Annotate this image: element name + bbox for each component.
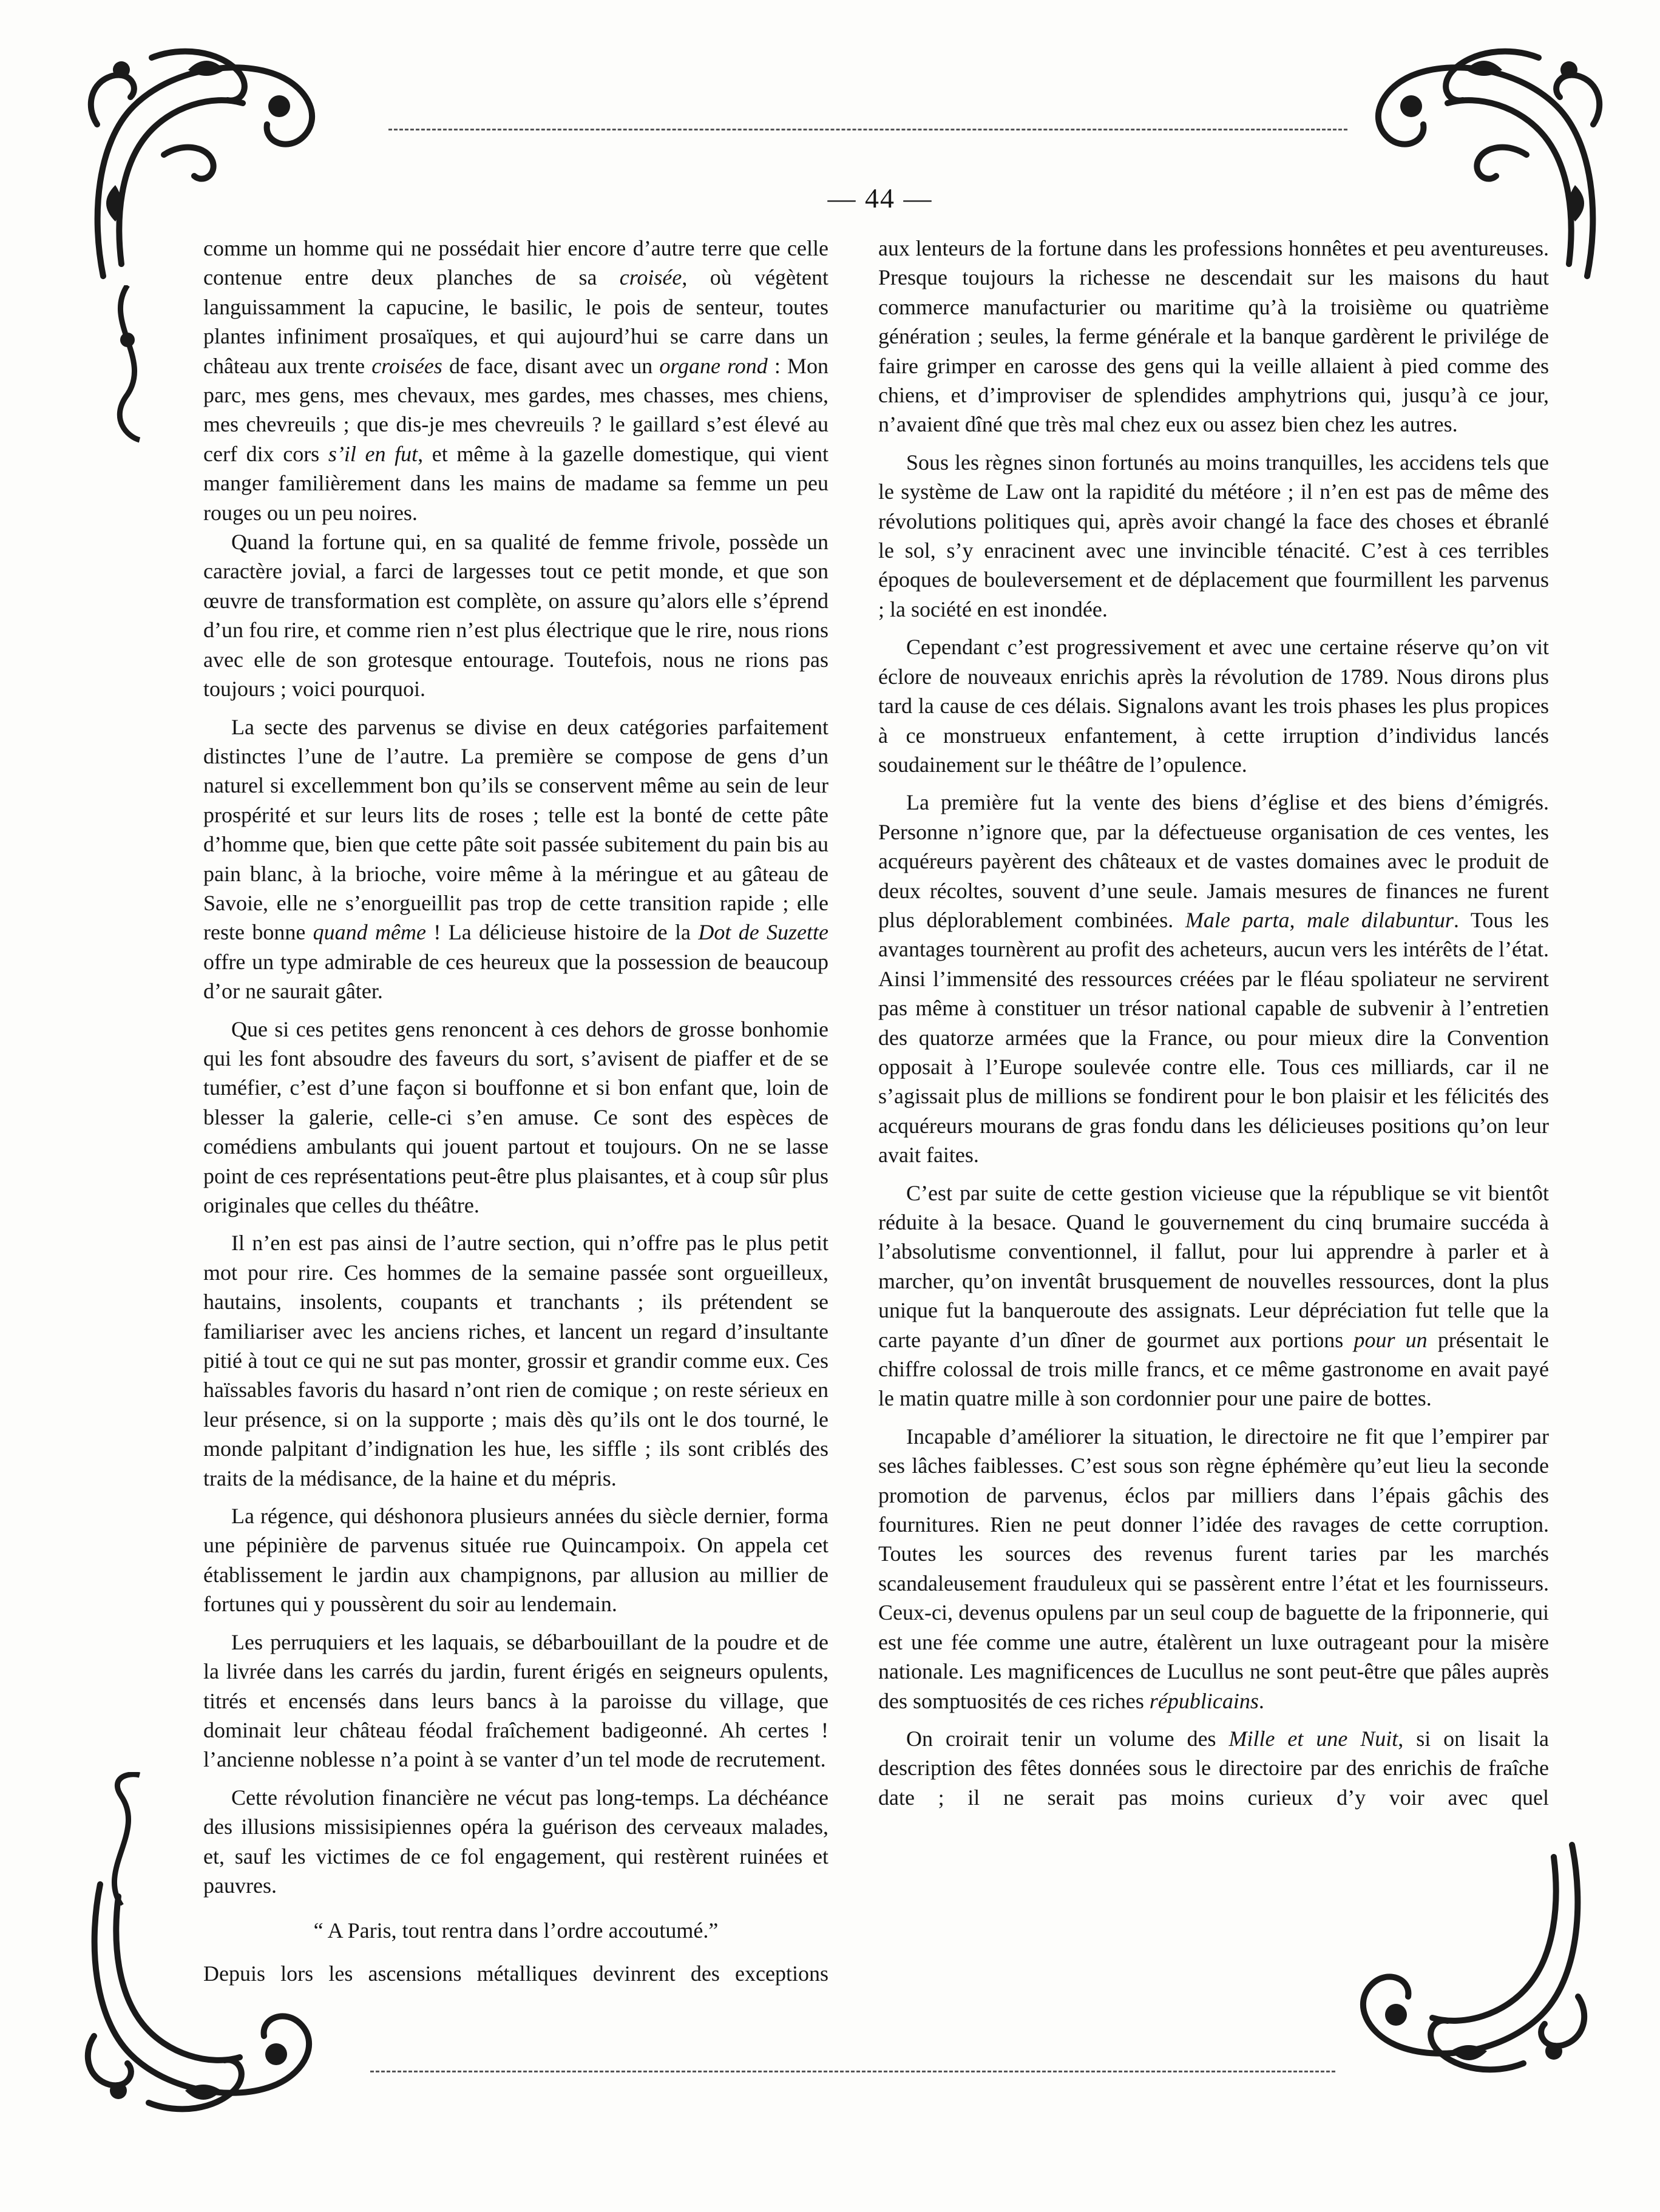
corner-ornament-bottom-right bbox=[1335, 1827, 1596, 2088]
italic-text: s’il en fut bbox=[328, 441, 418, 466]
text-run: Incapable d’améliorer la situation, le directoire ne fit que l’empirer par ses lâches faiblesses. C’est sous son règne éphémère qu’eut lieu la seconde promotion de parvenus, éclos par milliers dans l’épais gâchis des fournitures. Rien ne peut donner l’idée des ravages de cette corruption. Toutes les sources des revenus furent taries par les marchés scandaleusement frauduleux qui se passèrent entre l’état et les fournisseurs. Ceux-ci, devenus opulens par un seul coup de baguette de la friponnerie, qui est une fée comme une autre, étalèrent un luxe outrageant pour la misère nationale. Les magnificences de Lucullus ne sont peut-être que pâles auprès des somptuosités de ces riches bbox=[878, 1424, 1549, 1713]
italic-text: pour un bbox=[1353, 1327, 1428, 1352]
text-run: La secte des parvenus se divise en deux catégories parfaitement distinctes l’une de l’autre. La première se compose de gens d’un naturel si excellemment bon qu’ils se conservent même au sein de leur prospérité et sur leurs lits de roses ; telle est la bonté de cette pâte d’homme que, bien que cette pâte soit passée subitement du pain bis au pain blanc, à la brioche, voire même à la méringue et au gâteau de Savoie, elle ne s’enorgueillit pas trop de cette transition rapide ; elle reste bonne bbox=[203, 714, 828, 945]
paragraph bbox=[203, 234, 828, 527]
text-run: La première fut la vente des biens d’église et des biens d’émigrés. Personne n’ignore que, par la défectueuse organisation de ces ventes, les acquéreurs payèrent des châteaux et de vastes domaines avec le produit de deux récoltes, souvent d’une seule. Jamais mesures de finances ne furent plus déplorablement combinées. bbox=[878, 790, 1549, 932]
italic-text: organe rond bbox=[659, 353, 768, 378]
text-run: de face, disant avec un bbox=[442, 353, 660, 378]
paragraph bbox=[878, 1422, 1549, 1716]
paragraph: Depuis lors les ascensions métalliques devinrent des exceptions bbox=[203, 1961, 828, 1986]
paragraph: Il n’en est pas ainsi de l’autre section, qui n’offre pas le plus petit mot pour rire. Ces hommes de la semaine passée sont orgueilleux, hautains, insolents, coupants et tranchants ; ils prétendent se familiariser avec les anciens riches, et lancent un regard d’insultante pitié à tout ce qui ne sut pas monter, grossir et grandir comme eux. Ces haïssables favoris du hasard n’ont rien de comique ; on reste sérieux en leur présence, si on la supporte ; mais dès qu’ils ont le dos tourné, le monde palpitant d’indignation les hue, les siffle ; ils sont criblés des traits de la médisance, de la haine et du mépris. bbox=[203, 1231, 828, 1490]
bottom-border-rule bbox=[370, 2071, 1335, 2074]
left-text-column bbox=[203, 234, 828, 1988]
paragraph: aux lenteurs de la fortune dans les professions honnêtes et peu aventureuses. Presque toujours la richesse ne descendait sur les maisons du haut commerce manufacturier ou maritime qu’à la troisième ou quatrième génération ; seules, la ferme générale et la banque gardèrent le privilége de faire grimper en carosse des gens qui la veille allaient à pied comme des chiens, et d’improviser de splendides amphytrions qui, jusqu’à ce jour, n’avaient dîné que très mal chez eux ou assez bien chez les autres. bbox=[878, 236, 1549, 437]
text-run: C’est par suite de cette gestion vicieuse que la république se vit bientôt réduite à la besace. Quand le gouvernement du cinq brumaire succéda à l’absolutisme conventionnel, il fallut, pour lui apprendre à parler et à marcher, qu’on inventât brusquement de nouvelles ressources, dont la plus unique fut la banqueroute des assignats. Leur dépréciation fut telle que la carte payante d’un dîner de gourmet aux portions bbox=[878, 1180, 1549, 1352]
text-run: , si on lisait la description des fêtes données sous le directoire par des enrichis de fraîche date ; il ne serait pas moins curieux d’y voir avec quel bbox=[878, 1726, 1549, 1810]
text-run: . Tous les avantages tournèrent au profit des acheteurs, aucun vers les intérêts de l’état. Ainsi l’immensité des ressources créées par le fléau spoliateur ne servirent pas même à constituer un trésor national capable de subvenir à l’entretien des quatorze armées que la France, ou pour mieux dire la Convention opposait à l’Europe soulevée contre elle. Tous ces milliards, car il ne s’agissait plus de millions se fondirent pour le bon plaisir et les félicités des acquéreurs mourans de gras fondu dans les délicieuses positions qu’on leur avait faites. bbox=[878, 907, 1549, 1168]
left-lower-vine-ornament bbox=[85, 1772, 158, 1906]
text-run: ! La délicieuse histoire de la bbox=[426, 920, 699, 945]
paragraph: Cependant c’est progressivement et avec une certaine réserve qu’on vit éclore de nouveaux enrichis après la révolution de 1789. Nous dirons plus tard la cause de ces délais. Signalons avant les trois phases les plus propices à ce monstrueux enfantement, à cette irruption d’individus lancés soudainement sur le théâtre de l’opulence. bbox=[878, 635, 1549, 777]
italic-text: croisées bbox=[371, 353, 442, 378]
italic-text: croisée bbox=[619, 265, 682, 290]
text-run: . bbox=[1258, 1688, 1264, 1713]
text-run: On croirait tenir un volume des bbox=[906, 1726, 1229, 1751]
quotation: “ A Paris, tout rentra dans l’ordre accoutumé.” bbox=[313, 1918, 719, 1943]
text-run: offre un type admirable de ces heureux que la possession de beaucoup d’or ne saurait gâter. bbox=[203, 949, 828, 1004]
right-text-column bbox=[878, 234, 1549, 1821]
text-run: : Mon parc, mes gens, mes chevaux, mes gardes, mes chasses, mes chiens, mes chevreuils ; que dis-je mes chevreuils ? le gaillard s’est élevé au cerf dix cors bbox=[203, 353, 828, 466]
paragraph: La régence, qui déshonora plusieurs années du siècle dernier, forma une pépinière de parvenus située rue Quincampoix. On appela cet établissement le jardin aux champignons, par allusion au millier de fortunes qui y poussèrent du soir au lendemain. bbox=[203, 1504, 828, 1617]
left-vine-ornament bbox=[91, 285, 164, 443]
paragraph bbox=[878, 1724, 1549, 1812]
paragraph: Sous les règnes sinon fortunés au moins tranquilles, les accidens tels que le système de Law ont la rapidité du météore ; il n’en est pas de même des révolutions politiques qui, après avoir changé la face des choses et ébranlé le sol, s’y enracinent avec une invincible ténacité. C’est à ces terribles époques de bouleversement et de déplacement que fourmillent les parvenus ; la société en est inondée. bbox=[878, 450, 1549, 621]
italic-text: quand même bbox=[313, 920, 426, 945]
paragraph bbox=[878, 1179, 1549, 1413]
text-run: comme un homme qui ne possédait hier encore d’autre terre que celle contenue entre deux planches de sa bbox=[203, 236, 828, 290]
text-run: , et même à la gazelle domestique, qui vient manger familièrement dans les mains de madame sa femme un peu rouges ou un peu noires. bbox=[203, 441, 829, 525]
text-run: , où végètent languissamment la capucine, le basilic, le pois de senteur, toutes plantes infiniment prosaïques, et qui aujourd’hui se carre dans un château aux trente bbox=[203, 265, 828, 378]
paragraph: Cette révolution financière ne vécut pas long-temps. La déchéance des illusions missisipiennes opéra la guérison des cerveaux malades, et, sauf les victimes de ce fol engagement, qui restèrent ruinées et pauvres. bbox=[203, 1785, 828, 1898]
paragraph bbox=[203, 712, 828, 1006]
italic-text: Mille et une Nuit bbox=[1228, 1726, 1398, 1751]
italic-text: Dot de Suzette bbox=[698, 920, 829, 945]
text-run: présentait le chiffre colossal de trois mille francs, et ce même gastronome en avait payé le matin quatre mille à son cordonnier pour une paire de bottes. bbox=[878, 1327, 1550, 1411]
page-number: — 44 — bbox=[827, 183, 933, 214]
paragraph: Les perruquiers et les laquais, se débarbouillant de la poudre et de la livrée dans les carrés du jardin, furent érigés en seigneurs opulents, titrés et encensés dans leurs bancs à la paroisse du village, que dominait leur château féodal fraîchement badigeonné. Ah certes ! l’ancienne noblesse n’a point à se vanter d’un tel mode de recrutement. bbox=[203, 1629, 828, 1772]
italic-text: Male parta, male dilabuntur bbox=[1185, 907, 1454, 932]
paragraph: Quand la fortune qui, en sa qualité de femme frivole, possède un caractère jovial, a farci de largesses tout ce petit monde, et que son œuvre de transformation est complète, on assure qu’alors elle s’éprend d’un fou rire, et comme rien n’est plus électrique que le rire, nous rions avec elle de son grotesque entourage. Toutefois, nous ne rions pas toujours ; voici pourquoi. bbox=[203, 530, 828, 702]
italic-text: républicains bbox=[1149, 1688, 1259, 1713]
paragraph bbox=[878, 788, 1549, 1169]
paragraph: Que si ces petites gens renoncent à ces dehors de grosse bonhomie qui les font absoudre des faveurs du sort, s’avisent de piaffer et de se tuméfier, c’est d’une façon si bouffonne et si bon enfant que, loin de blesser la galerie, celle-ci s’en amuse. Ce sont des espèces de comédiens ambulants qui jouent partout et toujours. On ne se lasse point de ces représentations peut-être plus plaisantes, et à coup sûr plus originales que celles du théâtre. bbox=[203, 1016, 828, 1217]
top-border-rule bbox=[388, 129, 1347, 132]
